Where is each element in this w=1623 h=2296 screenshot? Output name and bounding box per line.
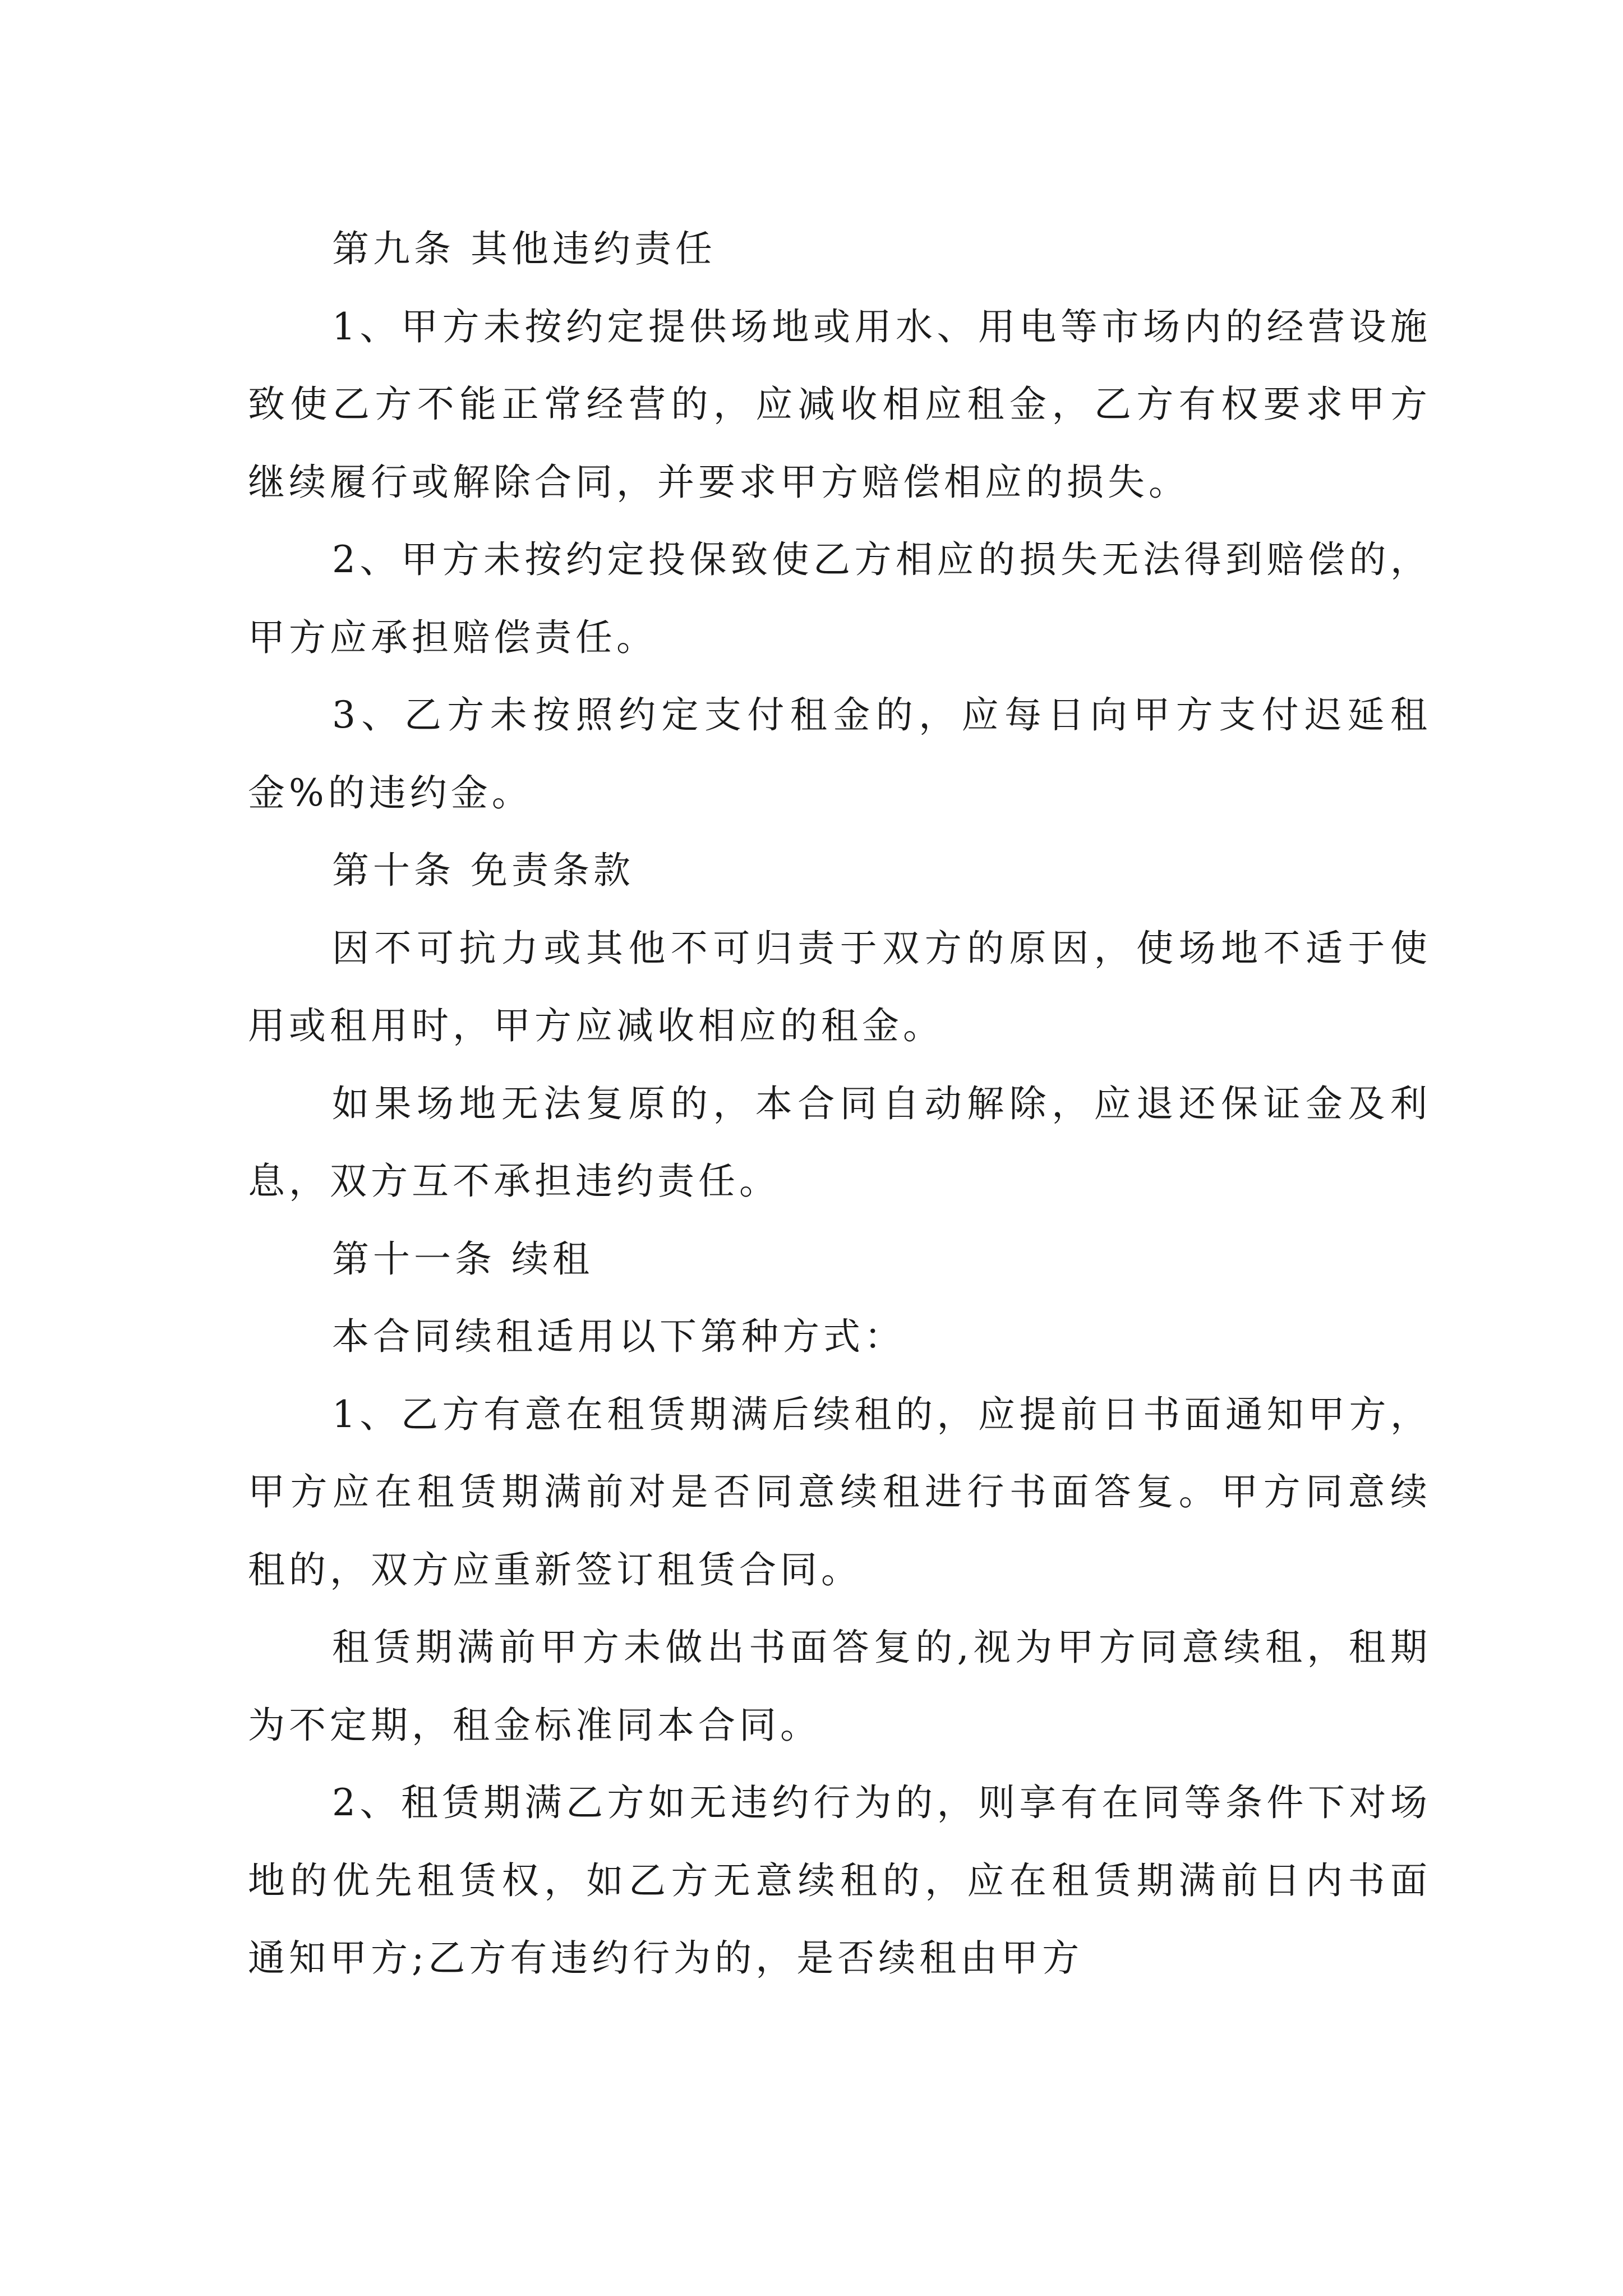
clause-paragraph: 3、乙方未按照约定支付租金的，应每日向甲方支付迟延租金%的违约金。 (248, 693, 1431, 815)
clause-paragraph: 如果场地无法复原的，本合同自动解除，应退还保证金及利息，双方互不承担违约责任。 (248, 1082, 1431, 1203)
clause-paragraph: 1、甲方未按约定提供场地或用水、用电等市场内的经营设施致使乙方不能正常经营的，应减收相应租金，乙方有权要求甲方继续履行或解除合同，并要求甲方赔偿相应的损失。 (248, 305, 1431, 504)
clause-paragraph: 1、乙方有意在租赁期满后续租的，应提前日书面通知甲方，甲方应在租赁期满前对是否同意续租进行书面答复。甲方同意续租的，双方应重新签订租赁合同。 (248, 1392, 1431, 1591)
article-heading: 第十条 免责条款 (332, 849, 634, 892)
clause-paragraph: 2、租赁期满乙方如无违约行为的，则享有在同等条件下对场地的优先租赁权，如乙方无意续租的，应在租赁期满前日内书面通知甲方;乙方有违约行为的，是否续租由甲方 (248, 1781, 1431, 1980)
clause-paragraph: 租赁期满前甲方未做出书面答复的,视为甲方同意续租，租期为不定期，租金标准同本合同。 (248, 1626, 1431, 1747)
clause-paragraph: 本合同续租适用以下第种方式： (332, 1315, 905, 1358)
clause-paragraph: 2、甲方未按约定投保致使乙方相应的损失无法得到赔偿的，甲方应承担赔偿责任。 (248, 538, 1431, 659)
document-body (248, 210, 1431, 1998)
clause-paragraph: 因不可抗力或其他不可归责于双方的原因，使场地不适于使用或租用时，甲方应减收相应的租金。 (248, 926, 1431, 1047)
article-heading: 第十一条 续租 (332, 1237, 593, 1281)
article-heading: 第九条 其他违约责任 (332, 227, 716, 270)
